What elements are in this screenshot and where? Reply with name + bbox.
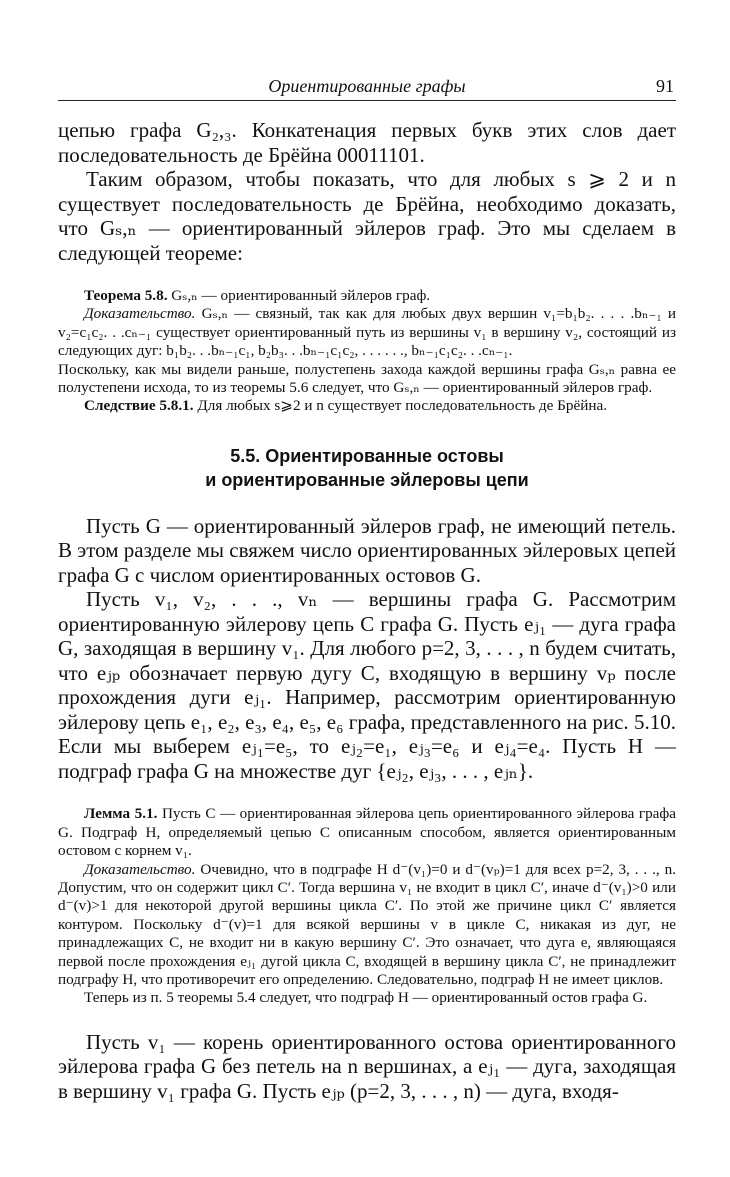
proof-text: Gₛ,ₙ — связный, так как для любых двух вершин v₁=b₁b₂. . . . .bₙ₋₁ и v₂=c₁c₂. . .cₙ₋₁ существует ориентированный путь из вершины v₁ в вершину v₂, состоящий из следующих дуг: b₁b₂. . .bₙ₋₁c₁, b₂b₃. . .bₙ₋₁c₁c₂, . . . . . ., bₙ₋₁c₁c₂. . .cₙ₋₁. (58, 305, 676, 360)
paragraph-section-intro: Пусть G — ориентированный эйлеров граф, не имеющий петель. В этом разделе мы свяжем число ориентированных эйлеровых цепей графа G с числом ориентированных остовов G. (58, 513, 677, 587)
lemma-proof (58, 861, 676, 990)
corollary-label: Следствие 5.8.1. (84, 397, 194, 415)
section-heading-line-1: 5.5. Ориентированные остовы (230, 445, 504, 466)
running-title: Ориентированные графы (268, 76, 466, 96)
paragraph-final: Пусть v₁ — корень ориентированного остова ориентированного эйлерова графа G без петель на n вершинах, а eⱼ₁ — дуга, заходящая в вершину v₁ графа G. Пусть eⱼₚ (p=2, 3, . . . , n) — дуга, входя- (58, 1029, 676, 1103)
page-number: 91 (656, 76, 674, 96)
theorem-label: Теорема 5.8. (84, 287, 168, 304)
lemma-label: Лемма 5.1. (84, 805, 158, 823)
theorem-proof-continuation: Поскольку, как мы видели раньше, полустепень захода каждой вершины графа Gₛ,ₙ равна ее полустепени исхода, то из теоремы 5.6 следует, что Gₛ,ₙ — ориентированный эйлеров граф. (58, 360, 676, 397)
section-heading-line-2: и ориентированные эйлеровы цепи (205, 469, 529, 490)
theorem-5-8 (58, 287, 676, 305)
page-content (58, 118, 676, 1103)
corollary-text: Для любых s⩾2 и n существует последовательность де Брёйна. (193, 397, 608, 415)
lemma-followup: Теперь из п. 5 теоремы 5.4 следует, что подграф H — ориентированный остов графа G. (84, 989, 648, 1007)
running-header (58, 74, 676, 101)
lemma-text: Пусть C — ориентированная эйлерова цепь ориентированного эйлерова графа G. Подграф H, определяемый цепью C описанным способом, является ориентированным остовом с корнем v₁. (58, 805, 677, 860)
lemma-5-1 (58, 805, 676, 860)
paragraph-definitions: Пусть v₁, v₂, . . ., vₙ — вершины графа G. Рассмотрим ориентированную эйлерову цепь C графа G. Пусть eⱼ₁ — дуга графа G, заходящая в вершину v₁. Для любого p=2, 3, . . . , n будем считать, что eⱼₚ обозначает первую дугу C, входящую в вершину vₚ после прохождения дуги eⱼ₁. Например, рассмотрим ориентированную эйлерову цепь e₁, e₂, e₃, e₄, e₅, e₆ графа, представленного на рис. 5.10. Если мы выберем eⱼ₁=e₅, то eⱼ₂=e₁, eⱼ₃=e₆ и eⱼ₄=e₄. Пусть H — подграф графа G на множестве дуг {eⱼ₂, eⱼ₃, . . . , eⱼₙ}. (58, 587, 676, 783)
paragraph-continuation: цепью графа G₂,₃. Конкатенация первых букв этих слов дает последовательность де Брёйна 00011101. (58, 118, 676, 167)
theorem-text: Gₛ,ₙ — ориентированный эйлеров граф. (167, 287, 431, 304)
section-heading (58, 444, 676, 492)
paragraph-intro: Таким образом, чтобы показать, что для любых s ⩾ 2 и n существует последовательность де Брёйна, необходимо доказать, что Gₛ,ₙ — ориентированный эйлеров граф. Это мы сделаем в следующей теореме: (58, 167, 676, 265)
proof-label: Доказательство. (84, 305, 196, 323)
theorem-proof (58, 305, 676, 360)
corollary-5-8-1 (58, 397, 676, 415)
lemma-proof-label: Доказательство. (84, 860, 196, 878)
lemma-proof-text: Очевидно, что в подграфе H d⁻(v₁)=0 и d⁻(vₚ)=1 для всех p=2, 3, . . ., n. Допустим, что он содержит цикл C′. Тогда вершина v₁ не входит в цикл C′, иначе d⁻(v₁)>0 или d⁻(v)>1 для некоторой другой вершины цикла C′. По этой же причине цикл C′ является контуром. Поскольку d⁻(v)=1 для всякой вершины v в цикле C, никакая из дуг, не принадлежащих C, не входит ни в какую вершину C′. Это означает, что дуга e, являющаяся первой после прохождения eⱼ₁ дугой цикла C, входящей в вершину цикла C′, не принадлежит подграфу H, что противоречит его определению. Следовательно, подграф H не имеет циклов. (58, 860, 676, 988)
